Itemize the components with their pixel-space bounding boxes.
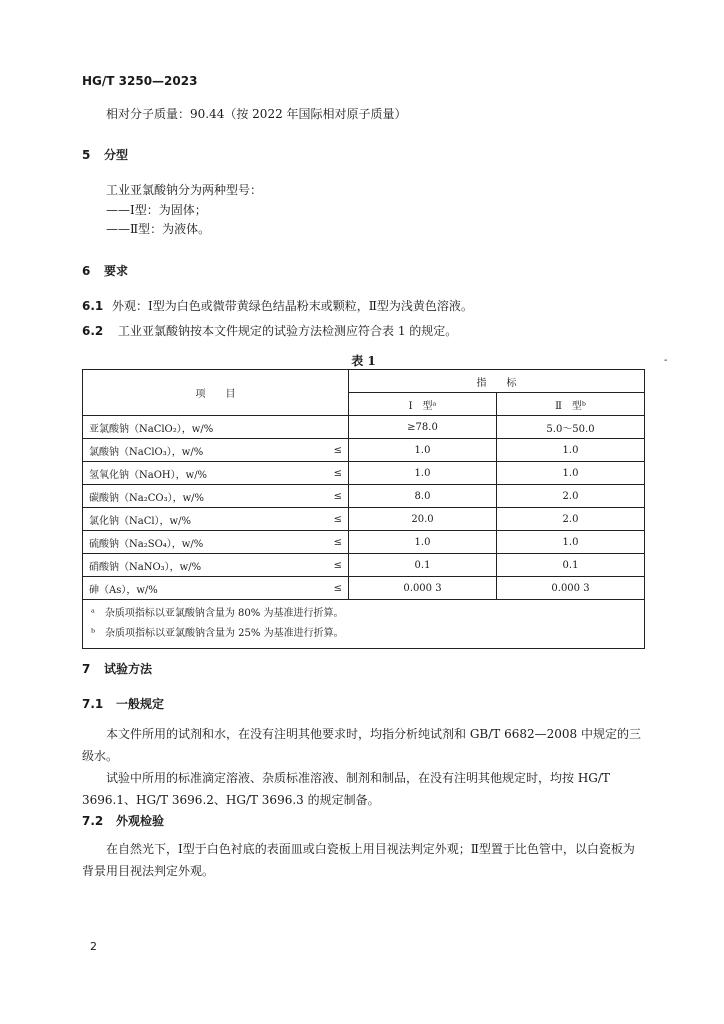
row-value-type-1: 8.0 — [349, 485, 497, 508]
row-value-type-1: 20.0 — [349, 508, 497, 531]
row-value-type-2: 1.0 — [497, 531, 645, 554]
col-header-type-2: Ⅱ 型ᵇ — [497, 393, 645, 416]
section-6-number: 6 — [82, 264, 91, 278]
section-7-1-paragraph-1: 本文件所用的试剂和水，在没有注明其他要求时，均指分析纯试剂和 GB/T 6682—2008 中规定的三级水。 — [82, 727, 641, 763]
row-name: 氯化钠（NaCl），w/% — [83, 508, 319, 531]
row-value-type-2: 2.0 — [497, 485, 645, 508]
clause-6-1 — [82, 298, 473, 314]
row-value-type-2: 5.0～50.0 — [497, 416, 645, 439]
section-7-1-paragraph-2: 试验中所用的标准滴定溶液、杂质标准溶液、制剂和制品，在没有注明其他规定时，均按 HG/T 3696.1、HG/T 3696.2、HG/T 3696.3 的规定制备。 — [82, 771, 610, 807]
row-name: 硫酸钠（Na₂SO₄），w/% — [83, 531, 319, 554]
table-row — [83, 416, 645, 439]
row-name: 亚氯酸钠（NaClO₂），w/% — [83, 416, 319, 439]
row-value-type-2: 1.0 — [497, 439, 645, 462]
clause-6-2-number: 6.2 — [82, 324, 104, 338]
row-comparator: ≤ — [318, 577, 349, 600]
table-row — [83, 508, 645, 531]
table-footnote-a: ᵃ 杂质项指标以亚氯酸钠含量为 80% 为基准进行折算。 — [91, 608, 344, 619]
row-comparator — [318, 416, 349, 439]
table-row — [83, 554, 645, 577]
section-5-number: 5 — [82, 148, 91, 162]
section-7-2-paragraph-1: 在自然光下，Ⅰ型于白色衬底的表面皿或白瓷板上用目视法判定外观；Ⅱ型置于比色管中，以白瓷板为背景用目视法判定外观。 — [82, 842, 635, 878]
row-name: 氯酸钠（NaClO₃），w/% — [83, 439, 319, 462]
row-name: 氢氧化钠（NaOH），w/% — [83, 462, 319, 485]
row-value-type-1: 0.000 3 — [349, 577, 497, 600]
section-5-intro: 工业亚氯酸钠分为两种型号： — [106, 183, 263, 197]
page-number: 2 — [90, 940, 97, 953]
col-header-index: 指 标 — [349, 370, 645, 393]
row-value-type-2: 2.0 — [497, 508, 645, 531]
row-value-type-1: ≥78.0 — [349, 416, 497, 439]
table-1 — [82, 369, 645, 649]
col-header-type-1: Ⅰ 型ᵃ — [349, 393, 497, 416]
section-7-2-heading — [82, 812, 164, 829]
row-comparator: ≤ — [318, 485, 349, 508]
section-5-item-2: ——Ⅱ型：为液体。 — [106, 222, 211, 236]
col-header-item: 项 目 — [83, 370, 349, 416]
row-value-type-1: 0.1 — [349, 554, 497, 577]
row-value-type-2: 1.0 — [497, 462, 645, 485]
row-value-type-1: 1.0 — [349, 439, 497, 462]
section-5-heading — [82, 146, 128, 163]
clause-6-2-text: 工业亚氯酸钠按本文件规定的试验方法检测应符合表 1 的规定。 — [118, 324, 458, 338]
clause-6-1-number: 6.1 — [82, 299, 104, 313]
section-7-number: 7 — [82, 662, 91, 676]
table-row — [83, 485, 645, 508]
row-comparator: ≤ — [318, 439, 349, 462]
molecular-weight: 相对分子质量：90.44（按 2022 年国际相对原子质量） — [106, 107, 407, 121]
row-comparator: ≤ — [318, 462, 349, 485]
section-5-item-1: ——Ⅰ型：为固体； — [106, 203, 207, 217]
row-value-type-2: 0.000 3 — [497, 577, 645, 600]
table-1-caption: 表 1 — [351, 354, 376, 368]
section-6-heading — [82, 262, 128, 279]
row-name: 砷（As），w/% — [83, 577, 319, 600]
row-value-type-1: 1.0 — [349, 462, 497, 485]
section-7-1-title: 一般规定 — [116, 697, 165, 711]
table-row — [83, 439, 645, 462]
table-row — [83, 531, 645, 554]
row-comparator: ≤ — [318, 508, 349, 531]
section-5-title: 分型 — [104, 148, 129, 162]
table-footnotes — [83, 600, 645, 649]
row-value-type-1: 1.0 — [349, 531, 497, 554]
document-header: HG/T 3250—2023 — [82, 74, 198, 88]
section-7-2-number: 7.2 — [82, 814, 104, 828]
section-7-2-title: 外观检验 — [116, 814, 165, 828]
row-name: 碳酸钠（Na₂CO₃），w/% — [83, 485, 319, 508]
section-7-1-number: 7.1 — [82, 697, 104, 711]
section-7-1-heading — [82, 695, 164, 712]
row-comparator: ≤ — [318, 531, 349, 554]
table-row — [83, 462, 645, 485]
section-7-title: 试验方法 — [104, 662, 153, 676]
row-value-type-2: 0.1 — [497, 554, 645, 577]
clause-6-1-text: 外观：Ⅰ型为白色或微带黄绿色结晶粉末或颗粒，Ⅱ型为浅黄色溶液。 — [112, 299, 473, 313]
scan-mark: - — [664, 355, 668, 366]
section-7-heading — [82, 660, 152, 677]
row-comparator: ≤ — [318, 554, 349, 577]
section-6-title: 要求 — [104, 264, 129, 278]
clause-6-2 — [82, 323, 457, 339]
row-name: 硝酸钠（NaNO₃），w/% — [83, 554, 319, 577]
table-footnote-b: ᵇ 杂质项指标以亚氯酸钠含量为 25% 为基准进行折算。 — [91, 628, 344, 639]
table-row — [83, 577, 645, 600]
